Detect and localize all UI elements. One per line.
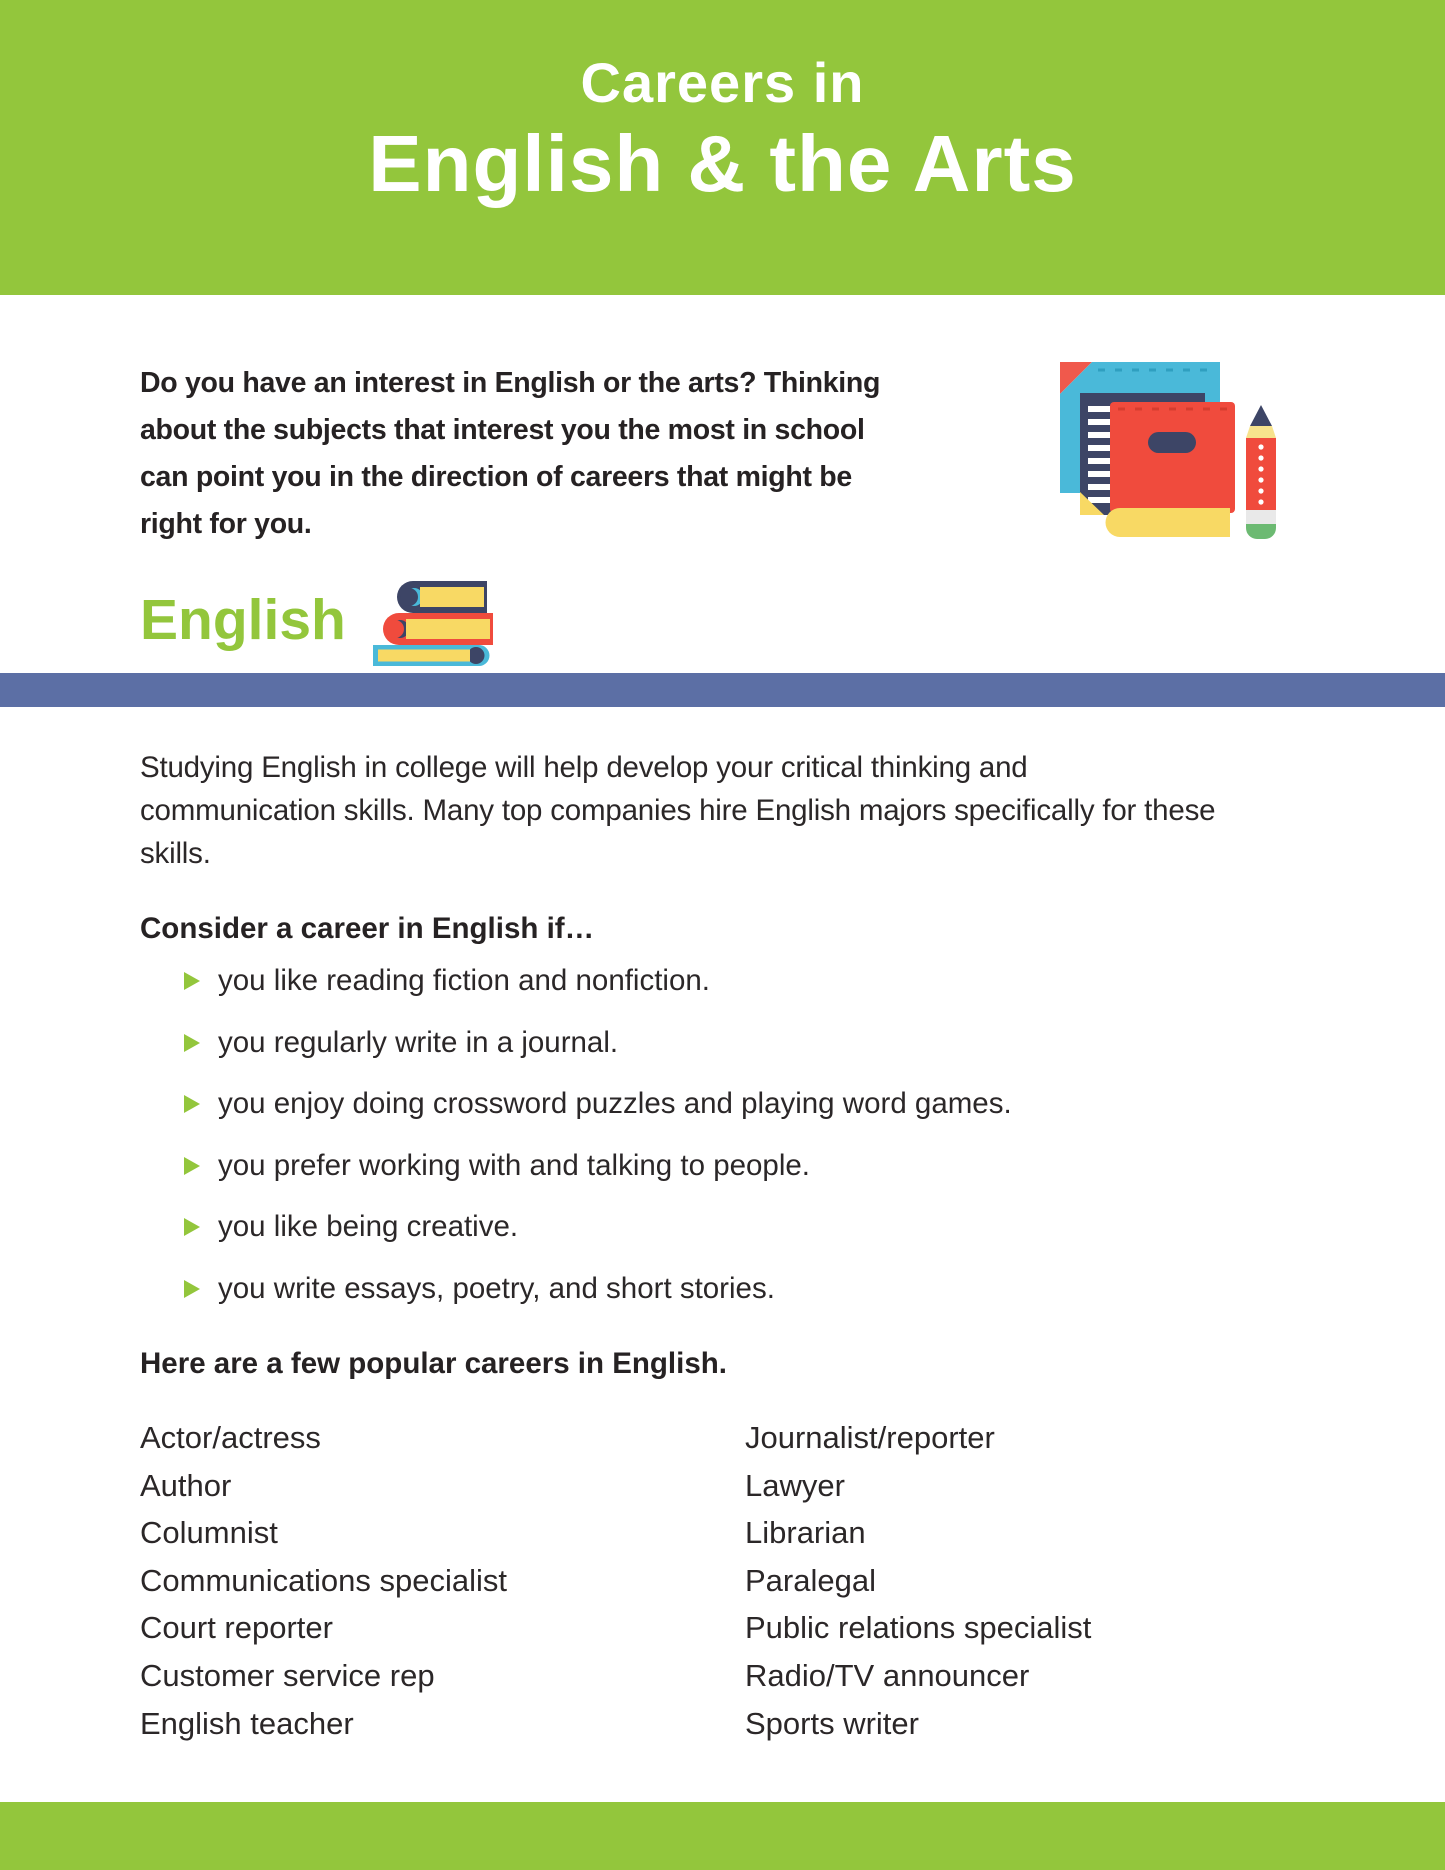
triangle-bullet-icon bbox=[184, 1280, 200, 1298]
careers-heading: Here are a few popular careers in English. bbox=[140, 1347, 727, 1380]
bullet-text: you like being creative. bbox=[218, 1210, 519, 1243]
triangle-bullet-icon bbox=[184, 1095, 200, 1113]
bullet-text: you prefer working with and talking to people. bbox=[218, 1148, 810, 1182]
career-item: Radio/TV announcer bbox=[745, 1657, 1030, 1693]
career-item: Columnist bbox=[140, 1515, 278, 1551]
list-item bbox=[184, 1147, 1012, 1186]
page-title-line2: English & the Arts bbox=[368, 118, 1077, 208]
triangle-bullet-icon bbox=[184, 1034, 200, 1052]
books-pencil-illustration bbox=[1046, 348, 1286, 548]
bullet-text: you like reading fiction and nonfiction. bbox=[218, 964, 710, 997]
triangle-bullet-icon bbox=[184, 972, 200, 990]
career-item: Customer service rep bbox=[140, 1657, 435, 1693]
career-item: English teacher bbox=[140, 1705, 354, 1741]
page-title-line1: Careers in bbox=[580, 51, 865, 114]
list-item bbox=[184, 962, 1012, 1001]
books-pencil-illustration-svg bbox=[1046, 348, 1286, 548]
career-item: Sports writer bbox=[745, 1705, 919, 1741]
divider-bar bbox=[0, 673, 1445, 707]
career-item: Public relations specialist bbox=[745, 1610, 1092, 1646]
career-item: Author bbox=[140, 1467, 232, 1503]
section-heading-english: English bbox=[140, 588, 346, 652]
intro-paragraph: Do you have an interest in English or the arts? Thinking about the subjects that interest you the most in school can point you in the direction of careers that might be right for you. bbox=[140, 367, 881, 540]
stacked-books-icon bbox=[372, 578, 496, 668]
stacked-books-icon-svg bbox=[372, 578, 496, 668]
triangle-bullet-icon bbox=[184, 1218, 200, 1236]
header-banner bbox=[0, 0, 1445, 295]
career-item: Court reporter bbox=[140, 1610, 333, 1646]
list-item bbox=[184, 1270, 1012, 1309]
career-item: Actor/actress bbox=[140, 1420, 321, 1455]
careers-column-right bbox=[745, 1414, 1300, 1747]
triangle-bullet-icon bbox=[184, 1157, 200, 1175]
bullet-text: you enjoy doing crossword puzzles and playing word games. bbox=[218, 1087, 1012, 1120]
footer-bar bbox=[0, 1802, 1445, 1870]
career-item: Communications specialist bbox=[140, 1562, 507, 1598]
bullet-text: you regularly write in a journal. bbox=[218, 1025, 619, 1059]
career-item: Librarian bbox=[745, 1515, 866, 1551]
list-item bbox=[184, 1085, 1012, 1124]
list-item bbox=[184, 1208, 1012, 1247]
body-paragraph: Studying English in college will help develop your critical thinking and communication skills. Many top companies hire English majors specifically for these skills. bbox=[140, 751, 1216, 870]
list-item bbox=[184, 1024, 1012, 1063]
consider-bullet-list bbox=[184, 962, 1012, 1331]
bullet-text: you write essays, poetry, and short stories. bbox=[218, 1271, 775, 1305]
career-item: Lawyer bbox=[745, 1467, 845, 1503]
consider-heading: Consider a career in English if… bbox=[140, 912, 595, 945]
career-item: Paralegal bbox=[745, 1562, 876, 1598]
careers-column-left bbox=[140, 1414, 700, 1747]
career-item: Journalist/reporter bbox=[745, 1420, 995, 1455]
